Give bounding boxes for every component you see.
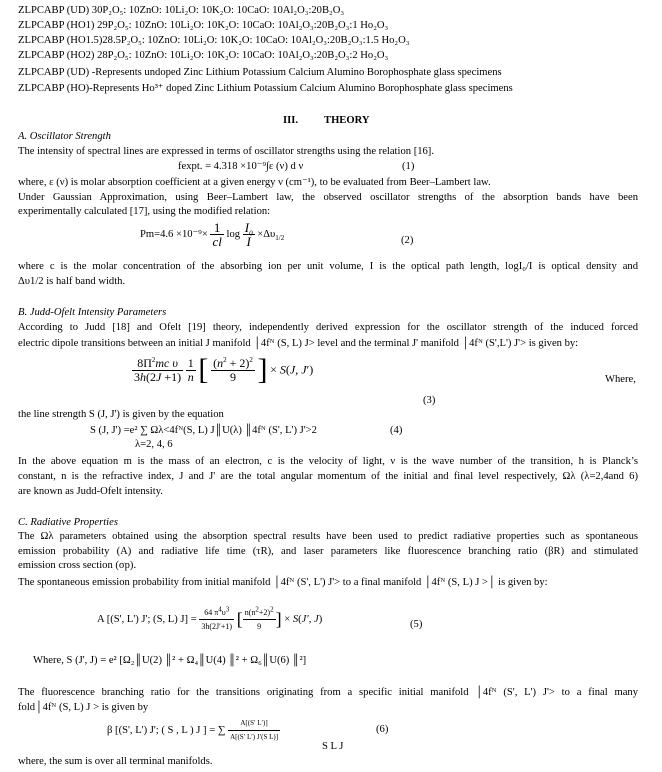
subsection-a-para-3a: Under Gaussian Approximation, using Beer–Lambert law, the observed oscillator strengths of the absorption bands have been [18, 192, 638, 203]
equation-2-lead: Pm=4.6 ×10⁻⁹× [140, 229, 208, 240]
equation-5-lead: A [(S', L') J'; (S, L) J] = [97, 614, 197, 625]
subsection-a-para-1: The intensity of spectral lines are expressed in terms of oscillator strengths using the relation [16]. [18, 146, 434, 157]
subsection-a-para-2: where, ε (ν) is molar absorption coefficient at a given energy ν (cm⁻¹), to be evaluated from Beer–Lambert law. [18, 177, 491, 188]
equation-3-fraction-prefactor: $\frac{8\Pi^2mc \upsilon}{3h(2J +1)}$ [134, 355, 182, 384]
equation-3-number: (3) [423, 395, 436, 406]
subsection-b-para-1a: According to Judd [18] and Ofelt [19] theory, independently derived expression for the oscillator strength of the induced forced [18, 322, 638, 333]
equation-4: S (J, J') =e² ∑ Ωλ<4fᴺ(S, L) J║U(λ) ║4fᴺ (S', L') J'>2 [90, 425, 317, 436]
subsection-b-title: B. Judd-Ofelt Intensity Parameters [18, 307, 167, 318]
subsection-a-title: A. Oscillator Strength [18, 131, 111, 142]
equation-2-fraction-2: $\frac{I_0}{I}$ [244, 220, 253, 249]
subsection-c-para-1b: emission probability (A) and radiative life time (τR), and laser parameters like fluorescence branching ratio (βR) and stimulated [18, 546, 638, 557]
equation-5: A [(S', L') J'; (S, L) J] = $\frac{64 \pi^4\upsilon^3}{3h(2J'+1)}$ [ $\frac{n(n^2+2)^2}{9}$ ] × S(J′, J) [97, 605, 323, 631]
equation-6-denominator: A[(S′ L′) J′(S L)] [230, 733, 279, 741]
subsection-a-para-4a: where c is the molar concentration of the absorbing ion per unit volume, I is the optical path length, logI₀/I is optical density and [18, 261, 638, 272]
subsection-b-para-3c: are known as Judd-Ofelt intensity. [18, 486, 163, 497]
subsection-a-para-3b: experimentally calculated [17], using the modified relation: [18, 206, 271, 217]
equation-3: $\frac{8\Pi^2mc \upsilon}{3h(2J +1)}$ $\frac{1}{n}$ [ $\frac{(n^2 + 2)^2}{9}$ ] × S(J, J′) [134, 353, 314, 386]
section-title: THEORY [324, 115, 370, 126]
glass-composition-ho2: ZLPCABP (HO2) 28P₂O₅: 10ZnO: 10Li₂O: 10K₂O: 10CaO: 10Al₂O₃:20B₂O₃:2 Ho₂O₃ [18, 50, 389, 61]
section-number: III. [283, 115, 299, 126]
equation-6-fraction [228, 717, 280, 744]
equation-4-sum-index: λ=2, 4, 6 [135, 439, 173, 450]
subsection-b-para-2: the line strength S (J, J') is given by the equation [18, 409, 224, 420]
subsection-b-para-3b: constant, n is the refractive index, J and J' are the total angular momentum of the initial and final level respectively, Ωλ (λ=2,4and 6) [18, 471, 638, 482]
equation-3-fraction-n: $\frac{1}{n}$ [187, 355, 194, 384]
subsection-c-para-1a: The Ωλ parameters obtained using the absorption spectral results have been used to predict radiative properties such as spontaneous [18, 531, 638, 542]
subsection-c-title: C. Radiative Properties [18, 517, 118, 528]
equation-2: Pm=4.6 ×10⁻⁹× $\frac{1}{cl}$ log $\frac{I_0}{I}$ $\times\Delta\upsilon_{1/2}$ [140, 220, 285, 249]
subsection-a-para-4b: Δυ1/2 is half band width. [18, 276, 126, 287]
equation-2-fraction-1: $\frac{1}{cl}$ [212, 220, 222, 249]
equation-5-line-strength: Where, S (J', J) = e² [Ω₂║U(2) ║² + Ω₄║U(4) ║² + Ω₆║U(6) ║²] [33, 655, 307, 666]
equation-6-lead: β [(S', L') J'; ( S , L ) J ] = ∑ [107, 725, 226, 736]
glass-composition-ho15: ZLPCABP (HO1.5)28.5P₂O₅: 10ZnO: 10Li₂O: 10K₂O: 10CaO: 10Al₂O₃:20B₂O₃:1.5 Ho₂O₃ [18, 35, 410, 46]
equation-3-where: Where, [605, 374, 636, 385]
glass-legend-ho: ZLPCABP (HO)-Represents Ho³⁺ doped Zinc Lithium Potassium Calcium Alumino Borophosphate glass specimens [18, 83, 513, 94]
glass-composition-ho1: ZLPCABP (HO1) 29P₂O₅: 10ZnO: 10Li₂O: 10K₂O: 10CaO: 10Al₂O₃:20B₂O₃:1 Ho₂O₃ [18, 20, 389, 31]
glass-composition-ud: ZLPCABP (UD) 30P₂O₅: 10ZnO: 10Li₂O: 10K₂O: 10CaO: 10Al₂O₃:20B₂O₃ [18, 5, 345, 16]
subsection-c-para-1c: emission cross section (σp). [18, 560, 137, 571]
equation-6 [107, 717, 280, 743]
equation-5-fraction-prefactor: $\frac{64 \pi^4\upsilon^3}{3h(2J'+1)}$ [201, 605, 233, 631]
equation-6-sum-index: S L J [322, 741, 344, 752]
equation-1: fexpt. = 4.318 ×10⁻⁹∫ε (ν) d ν [178, 161, 304, 172]
equation-1-number: (1) [402, 161, 415, 172]
subsection-b-para-3a: In the above equation m is the mass of an electron, c is the velocity of light, ν is the wave number of the transition, h is Planck’s [18, 456, 638, 467]
equation-2-number: (2) [401, 235, 414, 246]
subsection-c-para-4: where, the sum is over all terminal manifolds. [18, 756, 213, 767]
equation-6-number: (6) [376, 724, 389, 735]
equation-3-fraction-field: $\frac{(n^2 + 2)^2}{9}$ [213, 355, 253, 384]
equation-6-numerator: A[(S′ L′)] [228, 717, 280, 731]
glass-legend-ud: ZLPCABP (UD) -Represents undoped Zinc Lithium Potassium Calcium Alumino Borophosphate glass specimens [18, 67, 502, 78]
subsection-b-para-1b: electric dipole transitions between an initial J manifold │4fᴺ (S, L) J> level and the terminal J' manifold │4fᴺ (S',L') J'> is given by: [18, 338, 579, 349]
subsection-c-para-2: The spontaneous emission probability from initial manifold │4fᴺ (S', L') J'> to a final manifold │4fᴺ (S, L) J >│ is given by: [18, 577, 548, 588]
equation-5-fraction-field: $\frac{n(n^2+2)^2}{9}$ [244, 605, 274, 631]
subsection-c-para-3a: The fluorescence branching ratio for the transitions originating from a specific initial manifold │4fᴺ (S', L') J'> to a final many [18, 687, 638, 698]
equation-5-number: (5) [410, 619, 423, 630]
subsection-c-para-3b: fold│4fᴺ (S, L) J > is given by [18, 702, 149, 713]
equation-4-number: (4) [390, 425, 403, 436]
